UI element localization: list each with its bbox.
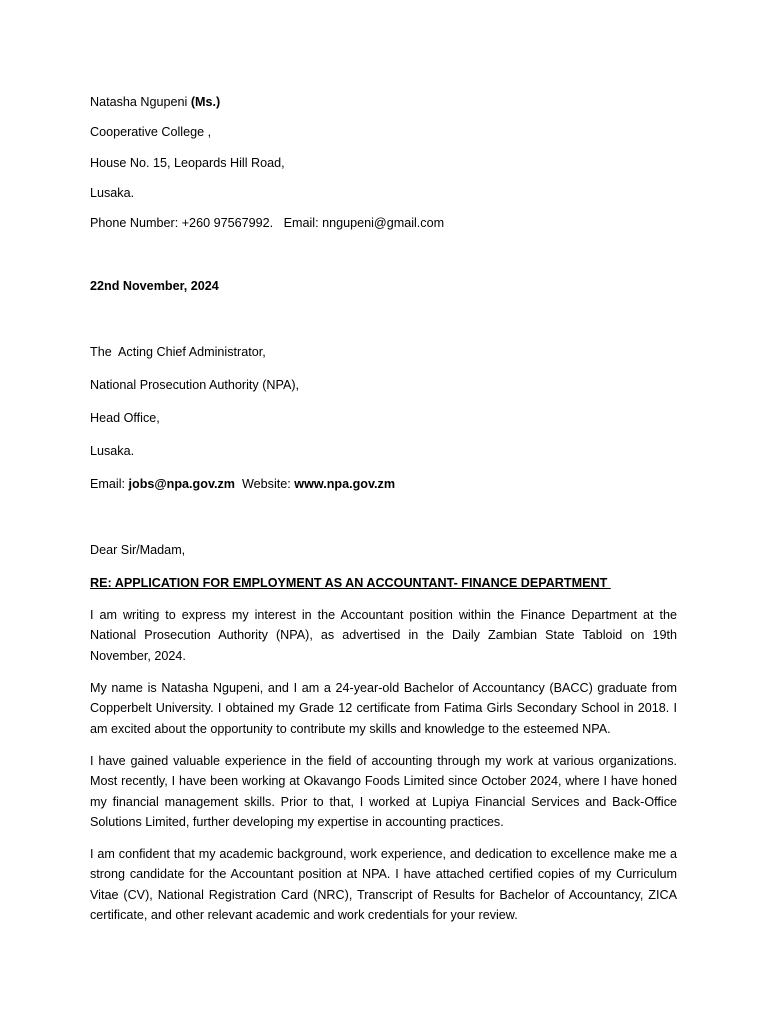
subject-line: RE: APPLICATION FOR EMPLOYMENT AS AN ACCOUNTANT- FINANCE DEPARTMENT (90, 576, 611, 590)
sender-address-line1: Cooperative College , (90, 125, 212, 139)
recipient-contact-line (90, 474, 395, 494)
letter-date: 22nd November, 2024 (90, 279, 219, 293)
sender-name-line (90, 92, 220, 112)
recipient-website: www.npa.gov.zm (294, 477, 396, 491)
recipient-city: Lusaka. (90, 444, 135, 458)
recipient-title: The Acting Chief Administrator, (90, 345, 266, 359)
recipient-website-label: Website: (235, 477, 295, 491)
recipient-email-label: Email: (90, 477, 129, 491)
sender-address-line2: House No. 15, Leopards Hill Road, (90, 156, 285, 170)
recipient-organization: National Prosecution Authority (NPA), (90, 378, 300, 392)
sender-title: (Ms.) (190, 95, 221, 109)
body-paragraph-2: My name is Natasha Ngupeni, and I am a 24-year-old Bachelor of Accountancy (BACC) graduate from Copperbelt University. I obtained my Grade 12 certificate from Fatima Girls Secondary School in 2018. I am excited about the opportunity to contribute my skills and knowledge to the esteemed NPA. (90, 681, 677, 736)
sender-contact: Phone Number: +260 97567992. Email: nngupeni@gmail.com (90, 216, 445, 230)
recipient-office: Head Office, (90, 411, 160, 425)
body-paragraph-4: I am confident that my academic background, work experience, and dedication to excellence make me a strong candidate for the Accountant position at NPA. I have attached certified copies of my Curriculum Vitae (CV), National Registration Card (NRC), Transcript of Results for Bachelor of Accountancy, ZICA certificate, and other relevant academic and work credentials for your review. (90, 847, 677, 922)
salutation: Dear Sir/Madam, (90, 543, 186, 557)
sender-name: Natasha Ngupeni (90, 95, 188, 109)
sender-city: Lusaka. (90, 186, 135, 200)
recipient-email: jobs@npa.gov.zm (128, 477, 236, 491)
body-paragraph-3: I have gained valuable experience in the field of accounting through my work at various organizations. Most recently, I have been working at Okavango Foods Limited since October 2024, where I have honed my financial management skills. Prior to that, I worked at Lupiya Financial Services and Back-Office Solutions Limited, further developing my expertise in accounting practices. (90, 754, 677, 829)
body-paragraph-1: I am writing to express my interest in the Accountant position within the Finance Department at the National Prosecution Authority (NPA), as advertised in the Daily Zambian State Tabloid on 19th November, 2024. (90, 608, 677, 663)
